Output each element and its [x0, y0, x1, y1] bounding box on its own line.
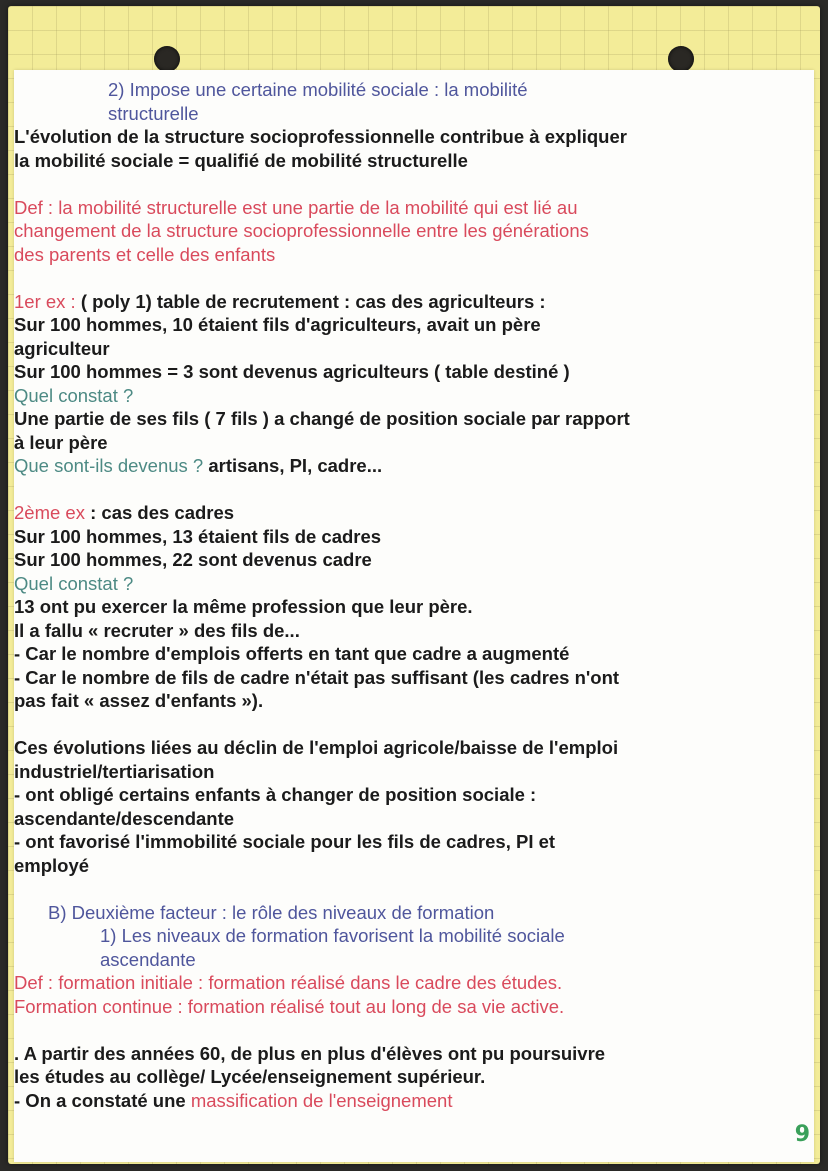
evolution-line-5: - ont favorisé l'immobilité sociale pour les fils de cadres, PI et [14, 831, 556, 852]
section-b-title: B) Deuxième facteur : le rôle des niveaux de formation [48, 901, 495, 923]
page-number: 9 [794, 1122, 810, 1147]
example-2-line-3: Sur 100 hommes, 22 sont devenus cadre [14, 549, 372, 570]
example-2-answer-4: - Car le nombre de fils de cadre n'était pas suffisant (les cadres n'ont [14, 666, 620, 688]
definition-2-line-1: Def : formation initiale : formation réalisé dans le cadre des études. [14, 972, 563, 993]
example-2-question: Quel constat ? [14, 572, 134, 594]
example-1-question-1: Quel constat ? [14, 384, 134, 406]
ending-line-1: . A partir des années 60, de plus en plus d'élèves ont pu poursuivre [14, 1042, 606, 1064]
definition-1-line-3: des parents et celle des enfants [14, 243, 276, 265]
evolution-line-6: employé [14, 854, 90, 876]
example-2-line-2: Sur 100 hommes, 13 étaient fils de cadres [14, 525, 382, 547]
evolution-line-4: ascendante/descendante [14, 807, 235, 829]
example-1-question-2: Que sont-ils devenus ? [14, 455, 209, 476]
example-1-title: ( poly 1) table de recrutement : cas des agriculteurs : [75, 290, 546, 312]
binder-hole-right [668, 46, 694, 72]
example-2-answer-5: pas fait « assez d'enfants »). [14, 690, 264, 711]
example-1-line-3: agriculteur [14, 337, 110, 359]
example-1-answer-2: artisans, PI, cadre... [208, 455, 383, 476]
example-1-answer-1-line-2: à leur père [14, 431, 108, 453]
ending-line-3 [14, 1089, 804, 1113]
ending-line-3-text: - On a constaté une [14, 1089, 191, 1111]
evolution-line-3: - ont obligé certains enfants à changer de position sociale : [14, 784, 537, 805]
example-2-answer-1: 13 ont pu exercer la même profession que leur père. [14, 596, 473, 617]
definition-1-line-2: changement de la structure socioprofessionnelle entre les générations [14, 220, 589, 241]
binder-hole-left [154, 46, 180, 72]
notes-content [14, 78, 804, 1112]
definition-2-line-2: Formation continue : formation réalisé tout au long de sa vie active. [14, 995, 565, 1017]
intro-line-2: la mobilité sociale = qualifié de mobilité structurelle [14, 149, 468, 171]
example-1-question-2-line [14, 454, 804, 478]
section-b1-title: 1) Les niveaux de formation favorisent la mobilité sociale [100, 925, 565, 946]
example-1-answer-1-line-1: Une partie de ses fils ( 7 fils ) a changé de position sociale par rapport [14, 408, 630, 429]
example-1-line-4: Sur 100 hommes = 3 sont devenus agriculteurs ( table destiné ) [14, 361, 570, 382]
example-1-heading [14, 290, 804, 314]
example-2-heading [14, 501, 804, 525]
ending-line-3-highlight: massification de l'enseignement [190, 1089, 453, 1111]
evolution-line-1: Ces évolutions liées au déclin de l'emploi agricole/baisse de l'emploi [14, 737, 619, 758]
ending-line-2: les études au collège/ Lycée/enseignement supérieur. [14, 1066, 486, 1087]
example-1-label: 1er ex : [14, 290, 76, 312]
definition-1-line-1: Def : la mobilité structurelle est une partie de la mobilité qui est lié au [14, 196, 578, 218]
section-b1-title-cont: ascendante [100, 948, 196, 970]
example-2-label: 2ème ex [14, 502, 85, 523]
evolution-line-2: industriel/tertiarisation [14, 760, 215, 782]
example-2-title: : cas des cadres [84, 502, 235, 523]
intro-line-1: L'évolution de la structure socioprofessionnelle contribue à expliquer [14, 126, 627, 147]
example-2-answer-3: - Car le nombre d'emplois offerts en tant que cadre a augmenté [14, 643, 570, 664]
section-a-title-cont: structurelle [108, 102, 199, 124]
example-1-line-2: Sur 100 hommes, 10 étaient fils d'agriculteurs, avait un père [14, 314, 541, 335]
section-a-title: 2) Impose une certaine mobilité sociale : la mobilité [108, 79, 528, 100]
example-2-answer-2: Il a fallu « recruter » des fils de... [14, 619, 300, 641]
